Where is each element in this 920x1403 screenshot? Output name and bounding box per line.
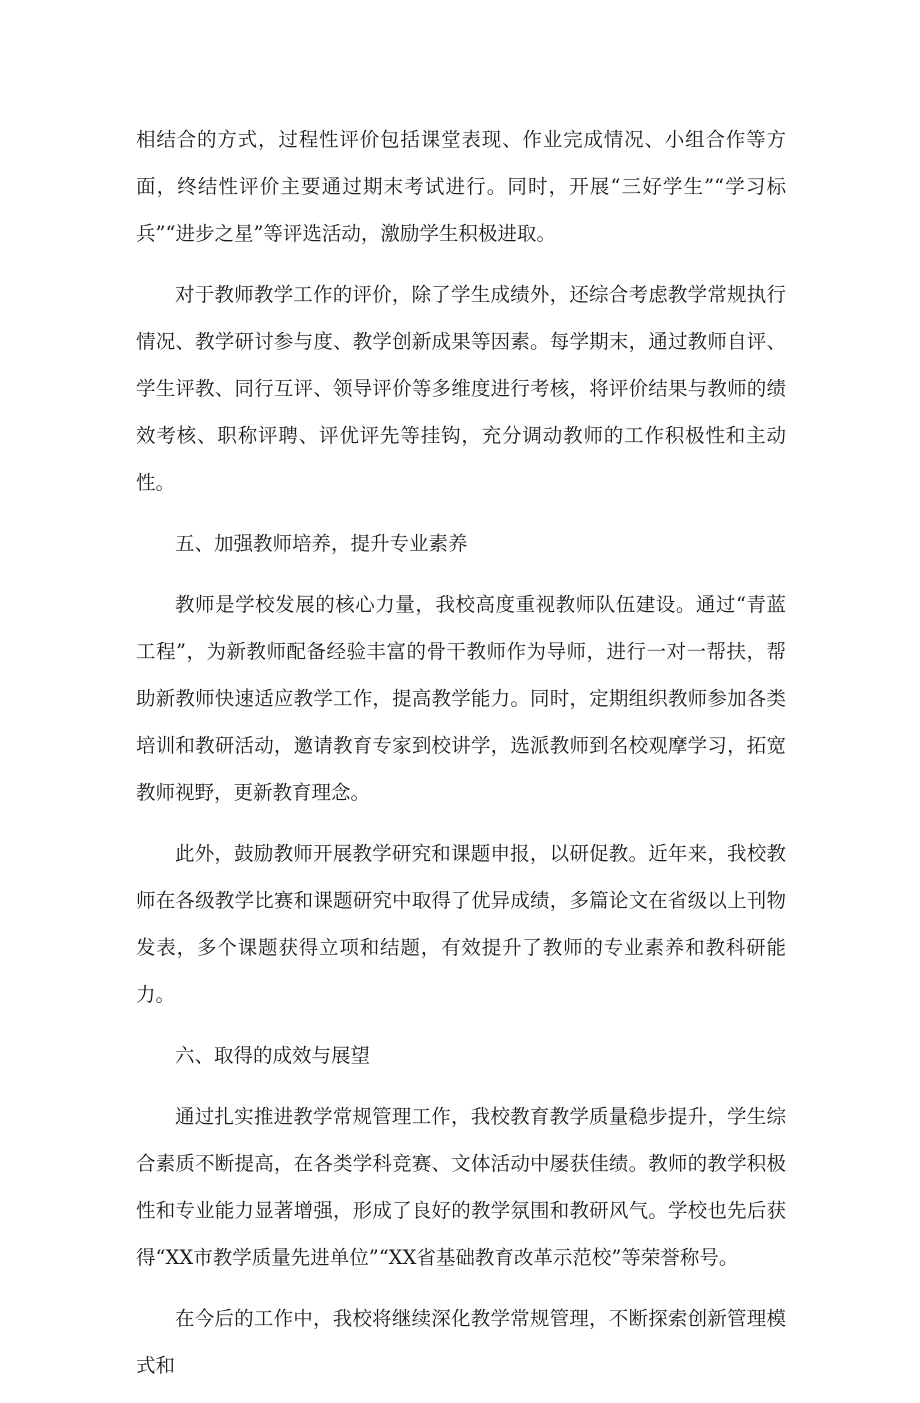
section-heading-5: 五、加强教师培养，提升专业素养: [175, 532, 468, 555]
paragraph-teacher-evaluation: 对于教师教学工作的评价，除了学生成绩外，还综合考虑教学常规执行情况、教学研讨参与度、教学创新成果等因素。每学期末，通过教师自评、学生评教、同行互评、领导评价等多维度进行考核，将评价结果与教师的绩效考核、职称评聘、评优评先等挂钩，充分调动教师的工作积极性和主动性。: [136, 283, 786, 494]
paragraph-outlook: 在今后的工作中，我校将继续深化教学常规管理，不断探索创新管理模式和: [136, 1307, 786, 1377]
paragraph-achievements: 通过扎实推进教学常规管理工作，我校教育教学质量稳步提升，学生综合素质不断提高，在各类学科竞赛、文体活动中屡获佳绩。教师的教学积极性和专业能力显著增强，形成了良好的教学氛围和教研风气。学校也先后获得“XX市教学质量先进单位”“XX省基础教育改革示范校”等荣誉称号。: [136, 1105, 786, 1269]
section-heading-6: 六、取得的成效与展望: [175, 1044, 371, 1067]
document-body: [136, 116, 786, 1403]
paragraph-teaching-research: 此外，鼓励教师开展教学研究和课题申报，以研促教。近年来，我校教师在各级教学比赛和课题研究中取得了优异成绩，多篇论文在省级以上刊物发表，多个课题获得立项和结题，有效提升了教师的专业素养和教科研能力。: [136, 842, 786, 1006]
paragraph-continuation: 相结合的方式，过程性评价包括课堂表现、作业完成情况、小组合作等方面，终结性评价主要通过期末考试进行。同时，开展“三好学生”“学习标兵”“进步之星”等评选活动，激励学生积极进取。: [136, 128, 786, 245]
paragraph-teacher-training: 教师是学校发展的核心力量，我校高度重视教师队伍建设。通过“青蓝工程”，为新教师配备经验丰富的骨干教师作为导师，进行一对一帮扶，帮助新教师快速适应教学工作，提高教学能力。同时，定期组织教师参加各类培训和教研活动，邀请教育专家到校讲学，选派教师到名校观摩学习，拓宽教师视野，更新教育理念。: [136, 593, 786, 804]
